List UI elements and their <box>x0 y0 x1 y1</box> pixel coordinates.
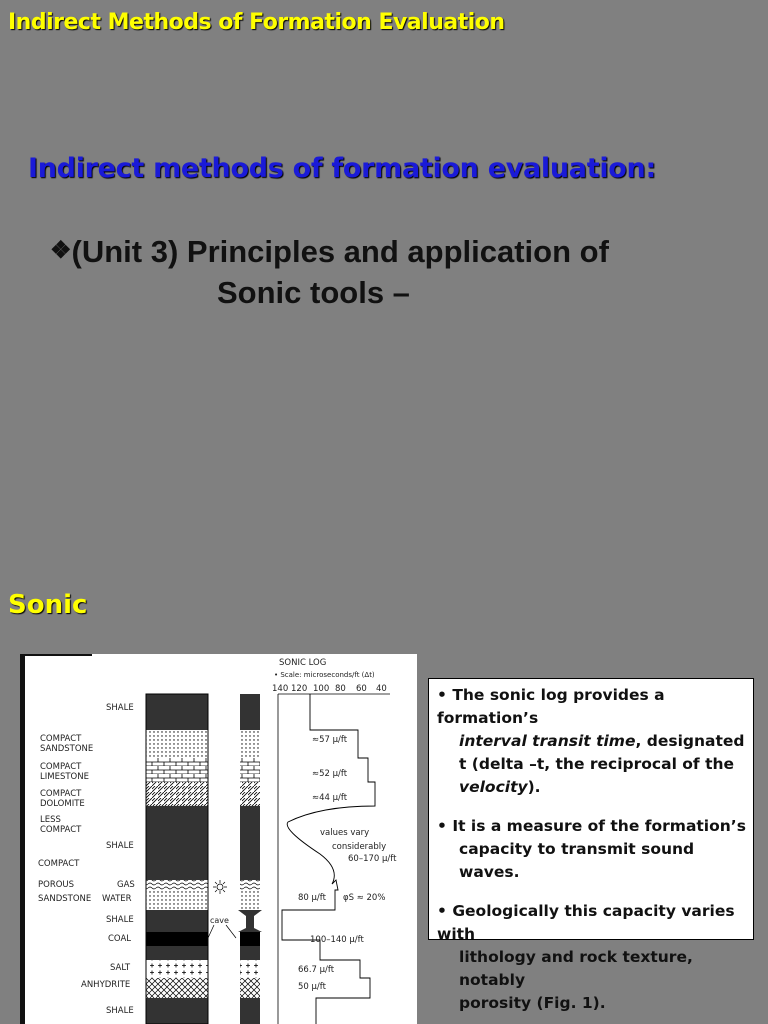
slide-header-title: Indirect Methods of Formation Evaluation <box>8 10 505 35</box>
gas-sun-icon <box>213 880 227 894</box>
label-sandstone: SANDSTONE <box>40 744 94 754</box>
label-salt: SALT <box>110 963 131 973</box>
bullet-text: t (delta –t, the reciprocal of the <box>459 755 735 773</box>
bullet-text: ). <box>527 778 541 796</box>
label-compact: COMPACT <box>40 762 82 772</box>
label-shale: SHALE <box>106 1006 134 1016</box>
label-dolomite: DOLOMITE <box>40 799 85 809</box>
bullet-text: porosity (Fig. 1). <box>459 994 606 1012</box>
label-porous: POROUS <box>38 880 75 890</box>
bullet-item: • The sonic log provides a formation’s interval transit time, designated t (delta –t, the reciprocal of the velocity). <box>437 684 747 799</box>
tick-label: 60 <box>356 684 367 694</box>
section-heading: Indirect methods of formation evaluation: <box>28 153 656 184</box>
label-coal: COAL <box>108 934 132 944</box>
label-limestone: LIMESTONE <box>40 772 89 782</box>
reading: φS ≈ 20% <box>343 893 386 903</box>
bullet-text: The sonic log provides a formation’s <box>437 686 665 727</box>
reading: 50 μ/ft <box>298 982 326 992</box>
tick-label: 140 <box>272 684 289 694</box>
unit-bullet-line1: (Unit 3) Principles and application of <box>71 234 609 269</box>
label-shale: SHALE <box>106 915 134 925</box>
sonic-notes-box <box>428 678 754 1012</box>
bullet-emphasis: velocity <box>459 778 528 796</box>
tick-label: 40 <box>376 684 387 694</box>
lithology-column <box>146 694 208 1024</box>
label-compact: COMPACT <box>40 789 82 799</box>
reading: 100–140 μ/ft <box>310 935 364 945</box>
figure-scale: • Scale: microseconds/ft (Δt) <box>274 671 375 679</box>
reading: 80 μ/ft <box>298 893 326 903</box>
unit-bullet-line2: Sonic tools – <box>217 275 410 310</box>
bullet-text <box>437 730 747 753</box>
sonic-log-figure <box>20 654 417 1024</box>
bullet-item: • Geologically this capacity varies with lithology and rock texture, notably porosity (Fig. 1). <box>437 900 747 1015</box>
reading: considerably <box>332 842 387 852</box>
label-compact: COMPACT <box>40 734 82 744</box>
reading: values vary <box>320 828 370 838</box>
label-anhydrite: ANHYDRITE <box>81 980 131 990</box>
reading: 66.7 μ/ft <box>298 965 335 975</box>
label-gas: GAS <box>117 880 135 890</box>
tick-label: 120 <box>291 684 308 694</box>
bullet-text: capacity to transmit sound waves. <box>459 840 695 881</box>
bullet-emphasis: interval transit time <box>459 732 636 750</box>
label-compact: COMPACT <box>38 859 80 869</box>
label-sandstone: SANDSTONE <box>38 894 92 904</box>
reading: 60–170 μ/ft <box>348 854 397 864</box>
reading: ≈44 μ/ft <box>312 793 348 803</box>
label-shale: SHALE <box>106 841 134 851</box>
cave-label: cave <box>210 916 229 925</box>
tick-label: 80 <box>335 684 346 694</box>
bullet-text: lithology and rock texture, notably <box>459 948 693 989</box>
bullet-text: Geologically this capacity varies with <box>437 902 735 943</box>
bullet-text <box>437 776 747 799</box>
figure-title: SONIC LOG <box>279 658 327 668</box>
label-less: LESS <box>40 815 61 825</box>
lithology-labels <box>38 703 135 1016</box>
reading: ≈52 μ/ft <box>312 769 348 779</box>
borehole-column <box>238 694 262 1024</box>
tick-label: 100 <box>313 684 330 694</box>
sonic-heading: Sonic <box>8 590 88 620</box>
scale-ticks <box>272 684 390 694</box>
bullet-text: It is a measure of the formation’s <box>452 817 746 835</box>
label-compact: COMPACT <box>40 825 82 835</box>
unit-bullet <box>50 230 750 313</box>
bullet-item: • It is a measure of the formation’s capacity to transmit sound waves. <box>437 815 747 884</box>
reading: ≈57 μ/ft <box>312 735 348 745</box>
label-shale: SHALE <box>106 703 134 713</box>
bullet-text: , designated <box>635 732 745 750</box>
label-water: WATER <box>102 894 132 904</box>
sonic-readings <box>298 735 397 992</box>
diamond-bullet-icon: ❖ <box>50 237 72 264</box>
